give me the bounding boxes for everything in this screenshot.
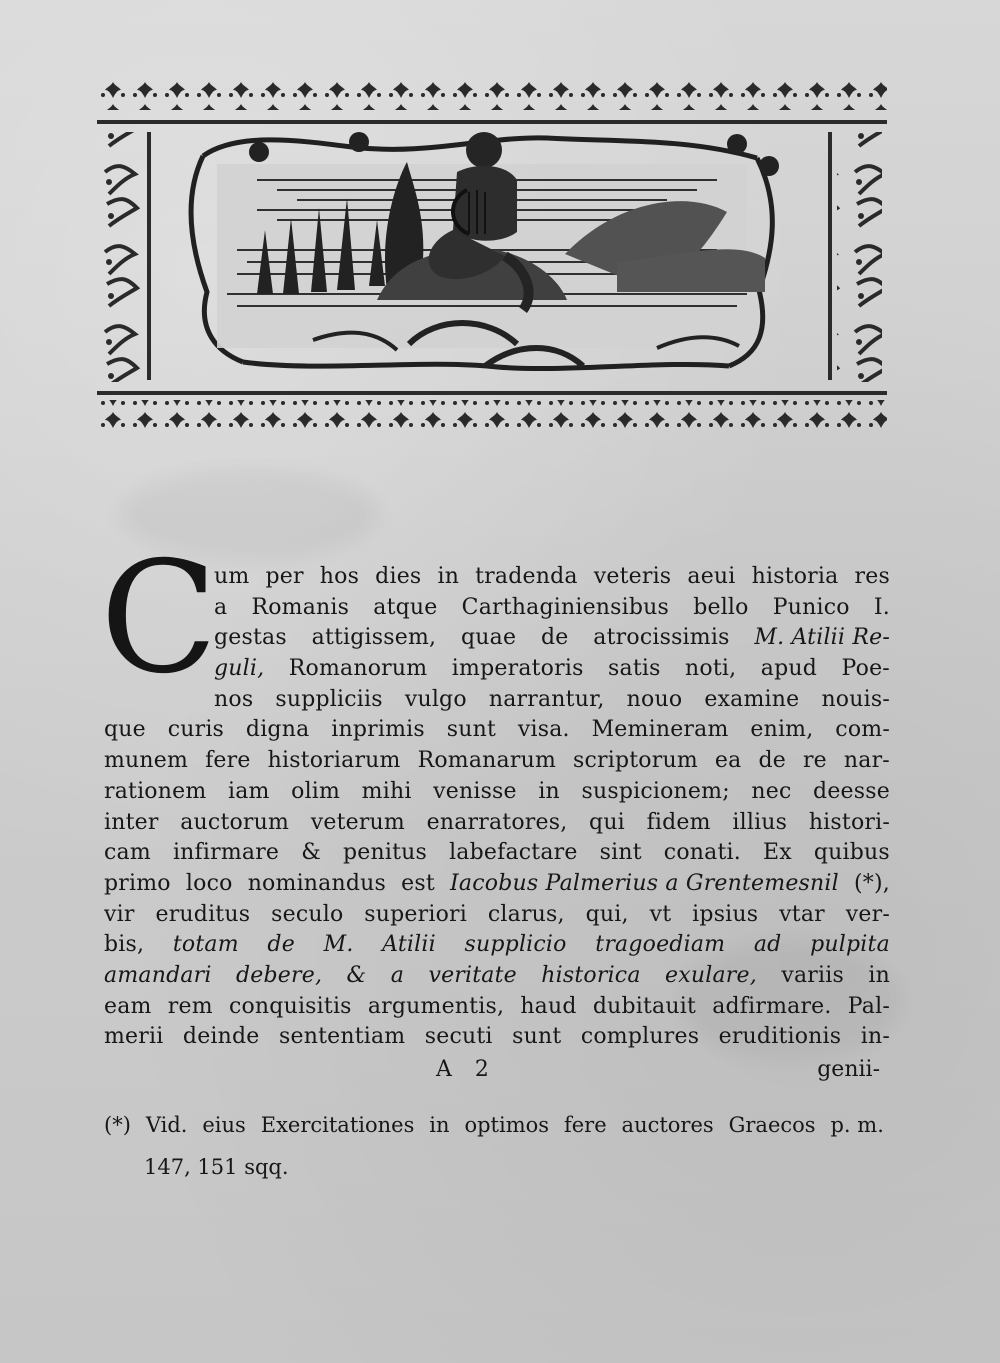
word: imperatoris: [451, 656, 584, 682]
word: dubitauit: [592, 993, 697, 1019]
word: Romanorum: [288, 656, 428, 682]
word: tragoediam: [595, 932, 726, 958]
word: attigissem,: [311, 625, 437, 651]
word: Romanis: [251, 594, 350, 620]
word: totam: [172, 932, 239, 958]
word: histori-: [808, 809, 890, 835]
word: Carthaginiensibus: [461, 594, 670, 620]
word: scriptorum: [573, 748, 698, 774]
word: in: [538, 778, 560, 804]
word: atque: [373, 594, 438, 620]
footnote: [104, 1110, 884, 1182]
word: Poe-: [841, 656, 890, 682]
word: ipsius: [692, 901, 759, 927]
woodcut-headpiece: [97, 80, 887, 430]
text-line-13: [104, 930, 890, 961]
signature-mark: A 2: [436, 1057, 497, 1082]
word: in: [868, 962, 890, 988]
word: M. Atilii Re-: [754, 625, 890, 651]
text-line-12: [104, 900, 890, 931]
word: aeui: [687, 564, 736, 589]
footnote-word: auctores: [621, 1113, 714, 1137]
word: &: [346, 962, 367, 988]
word: historica: [541, 962, 641, 988]
word: que: [104, 717, 146, 743]
word: apud: [760, 656, 818, 682]
word: penitus: [343, 840, 428, 866]
word: deinde: [182, 1024, 260, 1050]
word: &: [301, 840, 321, 866]
footnote-word: fere: [563, 1113, 607, 1137]
word: pulpita: [810, 932, 890, 958]
word: Pal-: [847, 993, 890, 1019]
word: narrantur,: [488, 686, 605, 712]
word: conquisitis: [228, 993, 352, 1019]
word: bis,: [104, 932, 145, 958]
word: tradenda: [475, 564, 578, 589]
word: Punico: [772, 594, 850, 620]
word: vtar: [779, 901, 825, 927]
word: I.: [873, 594, 890, 620]
word: deesse: [813, 778, 890, 804]
word: Romanarum: [417, 748, 557, 774]
word: de: [758, 748, 786, 774]
word: sunt: [446, 717, 497, 743]
word: qui: [589, 809, 625, 835]
word: labefactare: [449, 840, 578, 866]
word: dies: [375, 564, 422, 589]
word: merii: [104, 1024, 164, 1050]
footnote-line-1: [104, 1110, 884, 1140]
footnote-word: in: [429, 1113, 450, 1137]
word: um: [214, 564, 250, 589]
footnote-word: eius: [202, 1113, 246, 1137]
main-paragraph: [100, 529, 890, 1053]
signature-line: [104, 1055, 890, 1085]
word: historiarum: [267, 748, 401, 774]
footnote-word: Vid.: [145, 1113, 188, 1137]
word: infirmare: [172, 840, 280, 866]
word: nouo: [626, 686, 683, 712]
word: qui,: [585, 901, 629, 927]
word: nouis-: [821, 686, 890, 712]
word: primo: [104, 870, 171, 896]
word: a: [214, 594, 228, 620]
word: re: [802, 748, 827, 774]
word: inprimis: [331, 717, 425, 743]
word: (*),: [854, 870, 890, 896]
word: nominandus: [247, 870, 386, 896]
text-line-11: [104, 869, 890, 900]
word: res: [854, 564, 890, 589]
word: vulgo: [404, 686, 467, 712]
word: de: [267, 932, 295, 958]
word: fere: [205, 748, 251, 774]
word: vt: [649, 901, 672, 927]
word: M.: [323, 932, 354, 958]
text-line-10: [104, 838, 890, 869]
word: in-: [860, 1024, 890, 1050]
word: illius: [732, 809, 788, 835]
word: cam: [104, 840, 151, 866]
word: eruditionis: [718, 1024, 842, 1050]
text-line-7: [104, 746, 890, 777]
word: curis: [167, 717, 225, 743]
word: gestas: [214, 625, 287, 651]
word: ad: [753, 932, 782, 958]
text-line-14: [104, 961, 890, 992]
word: Iacobus Palmerius a Grentemesnil: [450, 870, 839, 896]
word: sunt: [512, 1024, 562, 1050]
text-line-15: [104, 992, 890, 1023]
word: nos: [214, 686, 254, 712]
word: iam: [227, 778, 270, 804]
word: adfirmare.: [712, 993, 832, 1019]
text-line-4: [104, 654, 890, 685]
word: haud: [520, 993, 577, 1019]
word: veteris: [593, 564, 672, 589]
word: historia: [751, 564, 839, 589]
drop-cap: C: [100, 529, 218, 708]
word: Memineram: [591, 717, 729, 743]
word: eruditus: [155, 901, 251, 927]
word: sint: [599, 840, 642, 866]
word: rationem: [104, 778, 207, 804]
word: visa.: [517, 717, 570, 743]
word: Ex: [762, 840, 792, 866]
word: veritate: [428, 962, 517, 988]
word: seculo: [271, 901, 344, 927]
word: superiori: [364, 901, 467, 927]
text-line-8: [104, 777, 890, 808]
word: suspicionem;: [581, 778, 730, 804]
word: com-: [835, 717, 890, 743]
word: eam: [104, 993, 152, 1019]
word: de: [541, 625, 569, 651]
word: examine: [704, 686, 800, 712]
text-line-5: [104, 685, 890, 716]
word: Atilii: [382, 932, 436, 958]
word: supplicio: [464, 932, 567, 958]
footnote-marker: (*): [104, 1113, 131, 1137]
word: a: [390, 962, 405, 988]
word: sententiam: [278, 1024, 406, 1050]
word: quibus: [813, 840, 890, 866]
word: veterum: [310, 809, 405, 835]
footnote-line-2: 147, 151 sqq.: [144, 1155, 289, 1179]
word: ver-: [845, 901, 890, 927]
word: argumentis,: [367, 993, 505, 1019]
word: est: [401, 870, 435, 896]
word: suppliciis: [275, 686, 383, 712]
word: venisse: [433, 778, 517, 804]
footnote-word: Exercitationes: [260, 1113, 415, 1137]
word: complures: [580, 1024, 700, 1050]
word: debere,: [236, 962, 323, 988]
word: auctorum: [180, 809, 290, 835]
word: nar-: [843, 748, 890, 774]
word: bello: [693, 594, 749, 620]
footnote-word: Graecos: [728, 1113, 816, 1137]
word: munem: [104, 748, 189, 774]
text-line-16: [104, 1022, 890, 1053]
text-line-3: [104, 623, 890, 654]
footnote-word: p. m.: [830, 1113, 884, 1137]
word: per: [265, 564, 304, 589]
word: fidem: [646, 809, 711, 835]
word: inter: [104, 809, 159, 835]
catchword: genii-: [817, 1057, 880, 1082]
word: mihi: [361, 778, 412, 804]
word: secuti: [424, 1024, 493, 1050]
word: satis: [608, 656, 661, 682]
text-line-1: [104, 562, 890, 593]
word: exulare,: [665, 962, 757, 988]
word: in: [437, 564, 460, 589]
word: enim,: [750, 717, 814, 743]
word: nec: [751, 778, 792, 804]
word: atrocissimis: [593, 625, 730, 651]
word: conati.: [663, 840, 741, 866]
word: noti,: [685, 656, 737, 682]
word: loco: [185, 870, 233, 896]
word: clarus,: [487, 901, 565, 927]
word: hos: [319, 564, 360, 589]
word: enarratores,: [426, 809, 568, 835]
word: olim: [291, 778, 341, 804]
word: variis: [781, 962, 844, 988]
footnote-word: optimos: [464, 1113, 550, 1137]
text-line-9: [104, 808, 890, 839]
word: digna: [245, 717, 310, 743]
word: ea: [714, 748, 742, 774]
word: quae: [461, 625, 517, 651]
text-line-2: [104, 593, 890, 624]
word: guli,: [214, 656, 265, 682]
text-line-6: [104, 715, 890, 746]
word: amandari: [104, 962, 212, 988]
word: rem: [167, 993, 213, 1019]
word: vir: [104, 901, 135, 927]
